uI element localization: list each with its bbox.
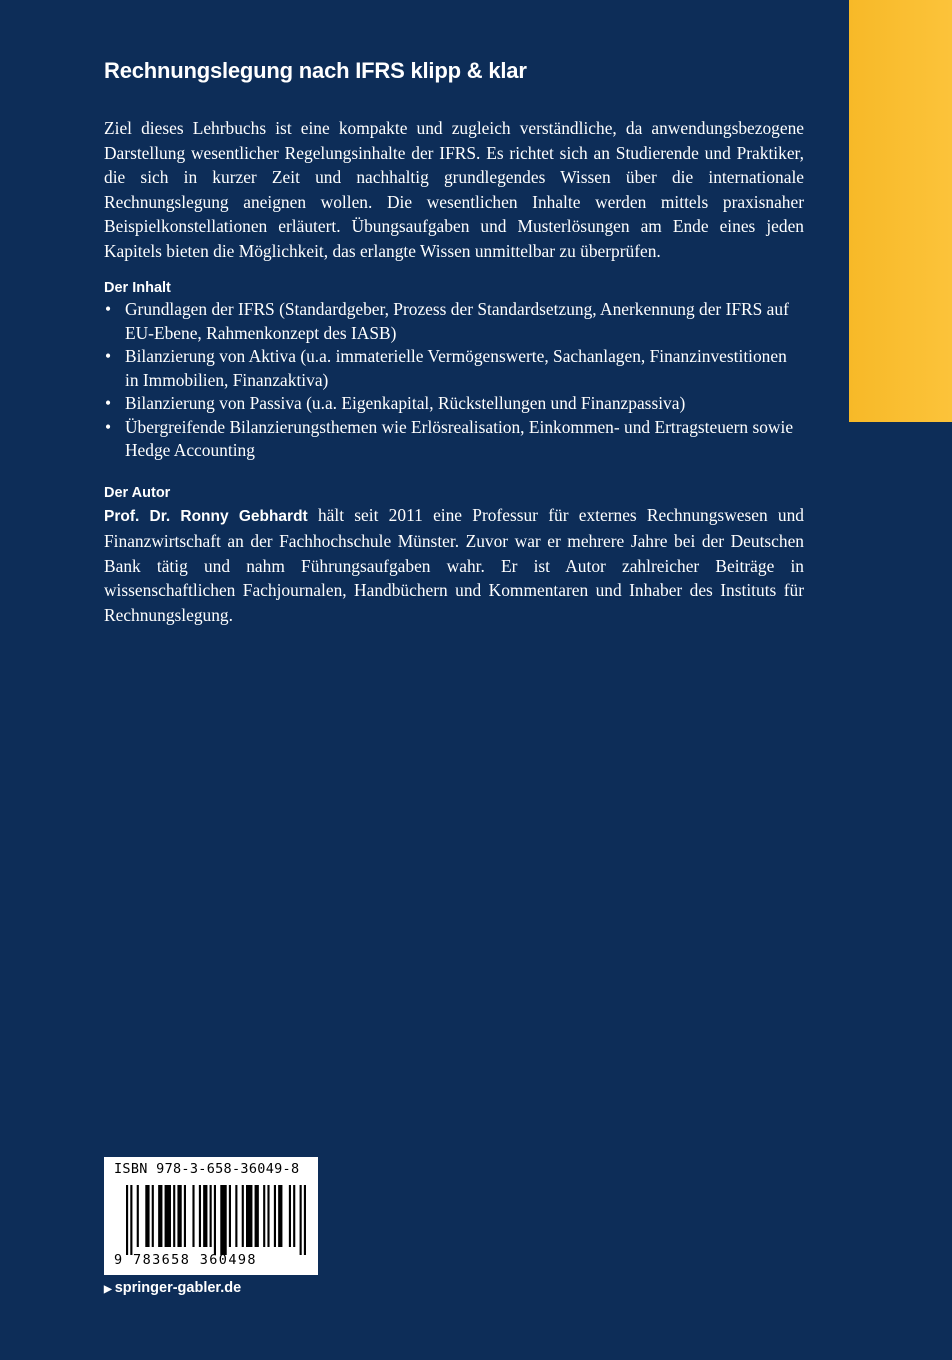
publisher-url: springer-gabler.de	[114, 1280, 242, 1296]
barcode-digits: 9 783658 360498	[114, 1252, 257, 1268]
barcode-bar	[263, 1185, 265, 1247]
author-heading: Der Autor	[104, 484, 171, 501]
barcode-bar	[278, 1185, 282, 1247]
isbn-label: ISBN 978-3-658-36049-8	[114, 1161, 300, 1177]
bullet-icon: •	[105, 416, 112, 437]
barcode-bar	[214, 1185, 216, 1255]
barcode-bar	[165, 1185, 171, 1247]
barcode-bar	[274, 1185, 276, 1247]
bullet-icon: •	[105, 346, 112, 366]
barcode-bar	[267, 1185, 269, 1247]
barcode-bar	[289, 1185, 291, 1247]
barcode-bar	[246, 1185, 252, 1247]
isbn-barcode	[104, 1157, 318, 1275]
arrow-right-icon: ▶	[104, 1284, 112, 1295]
barcode-bar	[152, 1185, 154, 1247]
barcode-bar	[130, 1185, 132, 1255]
list-item: • Übergreifende Bilanzierungsthemen wie Erlösrealisation, Einkommen- und Ertragsteuern sowie Hedge Accounting	[105, 416, 794, 460]
intro-paragraph: Ziel dieses Lehrbuchs ist eine kompakte und zugleich verständliche, da anwendungsbezogene Darstellung wesentlicher Regelungsinhalte der IFRS. Es richtet sich an Studierende und Praktiker, die sich in kurzer Zeit und nachhaltig grundlegendes Wissen über die internationale Rechnungslegung aneignen wollen. Die wesentlichen Inhalte werden mittels praxisnaher Beispielkonstellationen erläutert. Übungsaufgaben und Musterlösungen am Ende eines jeden Kapitels bieten die Möglichkeit, das erlangte Wissen unmittelbar zu überprüfen.	[104, 118, 804, 261]
barcode-bar	[145, 1185, 149, 1247]
bullet-icon: •	[105, 393, 112, 413]
author-bio: hält seit 2011 eine Professur für externes Rechnungswesen und Finanzwirtschaft an der Fachhochschule Münster. Zuvor war er mehrere Jahre bei der Deutschen Bank tätig und nahm Führungsaufgaben wahr. Er ist Autor zahlreicher Beiträge in wissenschaftlichen Fachjournalen, Handbüchern und Kommentaren und Inhaber des Instituts für Rechnungslegung.	[104, 504, 804, 625]
back-cover-content	[104, 58, 804, 627]
barcode-bar	[235, 1185, 237, 1247]
barcode-bar	[199, 1185, 201, 1247]
barcode-bar	[242, 1185, 244, 1247]
barcode-bar	[203, 1185, 207, 1247]
barcode-bars	[126, 1185, 306, 1255]
book-title: Rechnungslegung nach IFRS klipp & klar	[104, 58, 527, 83]
barcode-bar	[126, 1185, 128, 1255]
barcode-bar	[177, 1185, 181, 1247]
barcode-bar	[137, 1185, 139, 1247]
barcode-bar	[210, 1185, 212, 1247]
barcode-bar	[229, 1185, 231, 1247]
list-item: • Bilanzierung von Passiva (u.a. Eigenkapital, Rückstellungen und Finanzpassiva)	[104, 392, 804, 416]
publisher-link[interactable]	[104, 1280, 241, 1296]
author-name: Prof. Dr. Ronny Gebhardt	[104, 507, 308, 525]
barcode-bar	[173, 1185, 175, 1247]
barcode-bar	[293, 1185, 295, 1247]
barcode-bar	[255, 1185, 259, 1247]
barcode-bar	[300, 1185, 302, 1255]
barcode-bar	[304, 1185, 306, 1255]
barcode-bar	[220, 1185, 226, 1255]
list-item: • Grundlagen der IFRS (Standardgeber, Prozess der Standardsetzung, Anerkennung der IFRS auf EU-Ebene, Rahmenkonzept des IASB)	[105, 299, 789, 343]
barcode-bar	[184, 1185, 186, 1247]
contents-list	[104, 298, 804, 463]
bullet-icon: •	[105, 299, 112, 319]
accent-bar	[849, 0, 952, 422]
list-item: • Bilanzierung von Aktiva (u.a. immaterielle Vermögenswerte, Sachanlagen, Finanzinvestitionen in Immobilien, Finanzaktiva)	[105, 346, 787, 390]
author-paragraph	[104, 503, 804, 628]
barcode-bar	[192, 1185, 194, 1247]
contents-heading: Der Inhalt	[104, 280, 171, 296]
barcode-bar	[158, 1185, 162, 1247]
